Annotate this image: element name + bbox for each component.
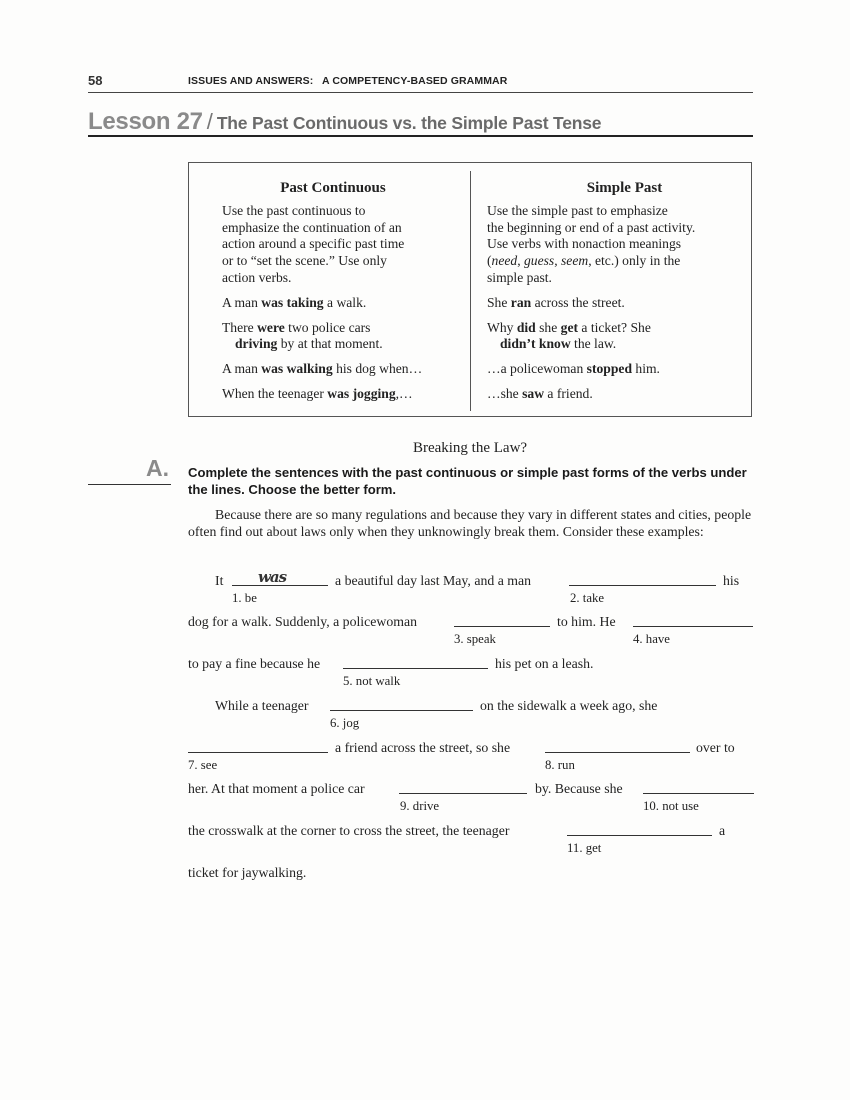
sentence-text: It xyxy=(215,573,224,588)
handwritten-answer[interactable]: was xyxy=(258,568,287,586)
answer-line xyxy=(567,835,712,836)
answer-line xyxy=(545,752,690,753)
example-text: A man xyxy=(222,294,262,310)
example-sentence xyxy=(487,320,742,354)
highlighted-verb: was jogging xyxy=(327,385,396,401)
title-rule xyxy=(88,135,753,137)
example-text: by at that moment. xyxy=(277,336,383,352)
rule-text xyxy=(487,203,742,287)
highlighted-verb: were xyxy=(257,319,285,335)
sentence-text: a xyxy=(719,823,726,838)
rule-line: the beginning or end of a past activity. xyxy=(487,219,696,235)
section-title: Breaking the Law? xyxy=(412,440,528,456)
running-head: ISSUES AND ANSWERS: A COMPETENCY-BASED GRAMMAR xyxy=(188,75,508,87)
example-text: the law. xyxy=(570,336,617,352)
sentence-text: his xyxy=(723,573,740,588)
example-text: …she xyxy=(487,385,523,401)
rule-text xyxy=(222,203,472,287)
exercise-label: A. xyxy=(146,455,169,481)
example-sentence xyxy=(222,320,472,354)
rule-line: or to “set the scene.” Use only xyxy=(222,253,387,269)
verb-cue: 2. take xyxy=(570,591,605,605)
answer-line xyxy=(569,585,716,586)
example-text: a walk. xyxy=(323,294,367,310)
column-title: Past Continuous xyxy=(280,180,386,196)
example-continuation xyxy=(222,336,472,353)
sentence-text: ticket for jaywalking. xyxy=(188,865,307,880)
example-text: across the street. xyxy=(531,294,625,310)
verb-cue: 5. not walk xyxy=(343,674,401,688)
sentence-text: a beautiful day last May, and a man xyxy=(335,573,532,588)
example-text: a friend. xyxy=(544,385,593,401)
example-text: two police cars xyxy=(284,319,371,335)
rule-line: action around a specific past time xyxy=(222,236,405,252)
sentence-text: over to xyxy=(696,740,735,755)
answer-line xyxy=(188,752,328,753)
rule-line: Use verbs with nonaction meanings xyxy=(487,236,682,252)
answer-line xyxy=(330,710,473,711)
example-text: When the teenager xyxy=(222,385,328,401)
nonaction-verb-example: need xyxy=(491,253,518,269)
example-continuation xyxy=(487,336,742,353)
answer-line xyxy=(633,626,753,627)
answer-line xyxy=(643,793,754,794)
answer-line xyxy=(399,793,527,794)
example-text: There xyxy=(222,319,258,335)
example-sentence xyxy=(222,361,472,378)
column-title: Simple Past xyxy=(586,180,663,196)
lesson-subtitle: The Past Continuous vs. the Simple Past Tense xyxy=(216,113,602,133)
rule-line: emphasize the continuation of an xyxy=(222,219,402,235)
example-sentence xyxy=(222,386,472,403)
verb-cue: 1. be xyxy=(232,591,257,605)
sentence-text: the crosswalk at the corner to cross the street, the teenager xyxy=(188,823,510,838)
highlighted-verb: was walking xyxy=(261,361,333,377)
sentence-text: While a teenager xyxy=(215,698,309,713)
header-rule xyxy=(88,92,753,93)
rule-line-with-italics: (need, guess, seem, etc.) only in the xyxy=(487,253,681,269)
highlighted-verb: get xyxy=(560,319,579,335)
past-continuous-column xyxy=(222,180,472,411)
verb-cue: 3. speak xyxy=(454,632,496,646)
example-text: She xyxy=(487,294,511,310)
example-text: ,… xyxy=(395,385,413,401)
example-list xyxy=(222,295,472,403)
example-text: …a policewoman xyxy=(487,361,587,377)
verb-cue: 6. jog xyxy=(330,716,360,730)
example-sentence xyxy=(487,295,742,312)
example-text: a ticket? She xyxy=(578,319,651,335)
sentence-text: his pet on a leash. xyxy=(495,656,594,671)
simple-past-column xyxy=(487,180,742,411)
example-list xyxy=(487,295,742,403)
exercise-instructions: Complete the sentences with the past continuous or simple past forms of the verbs under the lines. Choose the better form. xyxy=(188,465,747,497)
nonaction-verb-example: seem xyxy=(561,253,589,269)
example-sentence xyxy=(222,295,472,312)
example-sentence xyxy=(487,386,742,403)
verb-cue: 8. run xyxy=(545,758,575,772)
sentence-text: to pay a fine because he xyxy=(188,656,321,671)
rule-line: simple past. xyxy=(487,269,552,285)
sentence-text: to him. He xyxy=(557,614,616,629)
verb-cue: 11. get xyxy=(567,841,602,855)
example-sentence xyxy=(487,361,742,378)
highlighted-verb: ran xyxy=(510,294,532,310)
highlighted-verb: didn’t know xyxy=(500,336,571,352)
verb-cue: 4. have xyxy=(633,632,670,646)
example-text: A man xyxy=(222,361,262,377)
sentence-text: a friend across the street, so she xyxy=(335,740,511,755)
rule-line: Use the past continuous to xyxy=(222,202,366,218)
verb-cue: 7. see xyxy=(188,758,218,772)
nonaction-verb-example: guess xyxy=(524,253,555,269)
lesson-title xyxy=(88,108,601,136)
sentence-text: her. At that moment a police car xyxy=(188,781,365,796)
example-text: she xyxy=(535,319,561,335)
lesson-separator: / xyxy=(206,109,213,134)
highlighted-verb: saw xyxy=(522,385,545,401)
example-text: Why xyxy=(487,319,517,335)
example-text: his dog when… xyxy=(332,361,423,377)
answer-line xyxy=(343,668,488,669)
exercise-intro: Because there are so many regulations and because they vary in different states and cities, people often find out about laws only when they unknowingly break them. Consider these examples: xyxy=(188,507,752,539)
verb-cue: 9. drive xyxy=(400,799,440,813)
highlighted-verb: did xyxy=(516,319,536,335)
highlighted-verb: stopped xyxy=(586,361,632,377)
verb-cue: 10. not use xyxy=(643,799,699,813)
sentence-text: on the sidewalk a week ago, she xyxy=(480,698,658,713)
sentence-text: dog for a walk. Suddenly, a policewoman xyxy=(188,614,417,629)
exercise-label-rule xyxy=(88,484,171,485)
sentence-text: by. Because she xyxy=(535,781,623,796)
page-number: 58 xyxy=(88,73,103,88)
highlighted-verb: was taking xyxy=(261,294,324,310)
lesson-label: Lesson 27 xyxy=(88,108,203,135)
rule-line: Use the simple past to emphasize xyxy=(487,202,668,218)
example-text: him. xyxy=(632,361,660,377)
rule-line: action verbs. xyxy=(222,269,292,285)
answer-line xyxy=(454,626,550,627)
highlighted-verb: driving xyxy=(235,336,278,352)
